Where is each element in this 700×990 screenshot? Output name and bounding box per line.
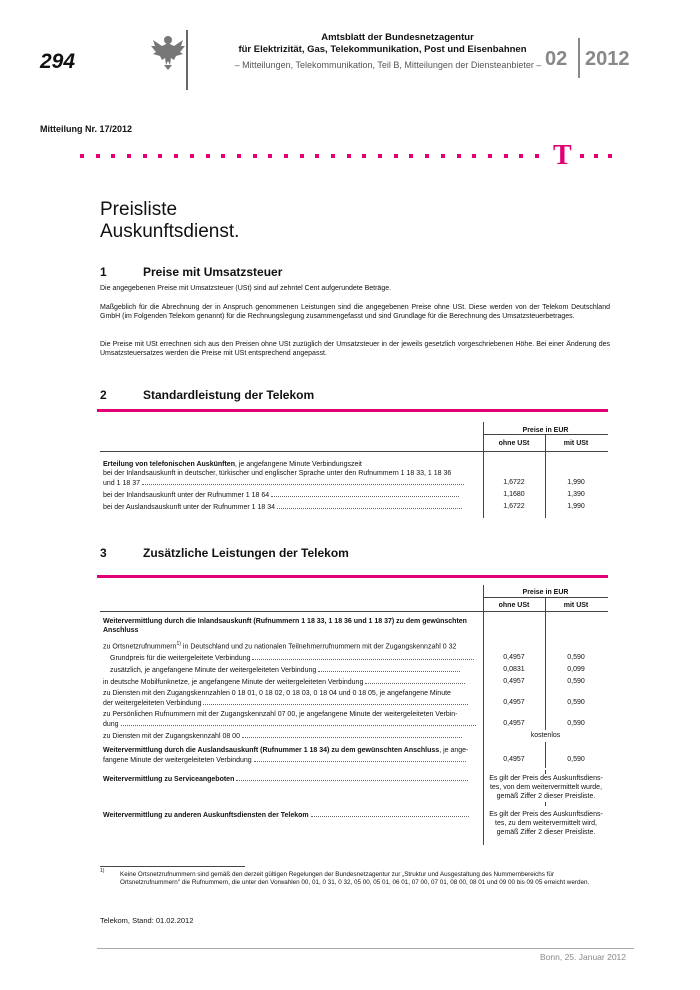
footer-rule xyxy=(97,948,634,949)
footnote-rule xyxy=(100,866,245,867)
journal-title: Amtsblatt der Bundesnetzagentur xyxy=(321,32,474,43)
issue-year: 2012 xyxy=(585,48,630,70)
header-divider xyxy=(186,30,188,90)
section-rule xyxy=(97,409,608,412)
price-gross: 1,390 xyxy=(567,491,585,498)
section-number: 2 xyxy=(100,388,107,402)
row-label: Weitervermittlung zu Serviceangeboten xyxy=(103,774,468,784)
price-gross: 0,590 xyxy=(567,678,585,685)
row-label: Weitervermittlung zu anderen Auskunftsdiensten der Telekom xyxy=(103,810,469,820)
row-label: Weitervermittlung durch die Auslandsauskunft (Rufnummer 1 18 34) zu dem gewünschten Anschluss, je ange- xyxy=(103,747,469,754)
col-header-net: ohne USt xyxy=(498,602,530,609)
row-label: zu Diensten mit den Zugangskennzahlen 0 18 01, 0 18 02, 0 18 03, 0 18 04 und 0 18 05, je angefangene Minute xyxy=(103,690,451,697)
price-net: 0,4957 xyxy=(503,678,525,685)
price-gross: 1,990 xyxy=(567,503,585,510)
issue-divider xyxy=(578,38,580,78)
price-net: 0,0831 xyxy=(503,666,525,673)
row-label: bei der Auslandsauskunft unter der Rufnummer 1 18 34 xyxy=(103,502,462,512)
paragraph: Die angegebenen Preise mit Umsatzsteuer (USt) sind auf zehntel Cent aufgerundete Beträge. xyxy=(100,285,392,292)
title-line2: Auskunftsdienst. xyxy=(100,221,240,242)
row-label: zu Persönlichen Rufnummern mit der Zugangskennzahl 07 00, je angefangene Minute der weitergeleiteten Verbin- xyxy=(103,711,458,718)
row-label: bei der Inlandsauskunft in deutscher, türkischer und englischer Sprache unter den Rufnummern 1 18 33, 1 18 36 xyxy=(103,470,452,477)
col-header-gross: mit USt xyxy=(563,440,589,447)
table-heading: Erteilung von telefonischen Auskünften, je angefangene Minute Verbindungszeit xyxy=(103,461,362,468)
price-gross: 0,099 xyxy=(567,666,585,673)
price-free: kostenlos xyxy=(530,732,561,739)
row-label: zu Ortsnetzrufnummern$^{1)}$ in Deutschland und zu nationalen Teilnehmerrufnummern mit der Zugangskennzahl 0 32 xyxy=(103,641,457,651)
row-label: der weitergeleiteten Verbindung xyxy=(103,698,468,708)
row-label: und 1 18 37 xyxy=(103,478,464,488)
footnote-mark: 1) xyxy=(100,868,105,874)
price-net: 1,6722 xyxy=(503,503,525,510)
row-label: fangene Minute der weitergeleiteten Verbindung xyxy=(103,755,466,765)
federal-eagle-icon xyxy=(150,32,186,72)
price-note: Es gilt der Preis des Auskunftsdiens- tes, von dem weitervermittelt wurde, gemäß Ziffer 2 dieser Preisliste. xyxy=(489,775,603,800)
price-gross: 0,590 xyxy=(567,654,585,661)
section-number: 3 xyxy=(100,546,107,560)
section-rule xyxy=(97,575,608,578)
price-note: Es gilt der Preis des Auskunftsdiens- tes, zu dem weitervermittelt wird, gemäß Ziffer 2 dieser Preisliste. xyxy=(489,811,603,836)
row-label: dung xyxy=(103,719,476,729)
col-header-gross: mit USt xyxy=(563,602,589,609)
price-net: 0,4957 xyxy=(503,720,525,727)
paragraph: Maßgeblich für die Abrechnung der in Anspruch genommenen Leistungen sind die angegebenen Preise ohne USt. Diese werden von der Telekom Deutschland GmbH (im Folgenden Telekom genannt) für die Rechnungslegung zusammengefasst und sind Grundlage für die Berechnung des Umsatzsteuerbetrages. xyxy=(100,304,610,320)
telekom-logo: T xyxy=(553,140,572,171)
price-net: 1,1680 xyxy=(503,491,525,498)
row-label: bei der Inlandsauskunft unter der Rufnummer 1 18 64 xyxy=(103,490,459,500)
document-status: Telekom, Stand: 01.02.2012 xyxy=(100,916,194,925)
price-net: 0,4957 xyxy=(503,756,525,763)
price-net: 0,4957 xyxy=(503,654,525,661)
paragraph: Die Preise mit USt errechnen sich aus den Preisen ohne USt zuzüglich der Umsatzsteuer in der jeweils gesetzlich vorgeschriebenen Höhe. Bei einer Änderung des Umsatzsteuersatzes werden die Preise mit USt entsprechend angepasst. xyxy=(100,341,610,357)
page-number: 294 xyxy=(40,50,76,73)
price-net: 1,6722 xyxy=(503,479,525,486)
price-group-header: Preise in EUR xyxy=(522,427,569,434)
section-title: Preise mit Umsatzsteuer xyxy=(143,265,283,279)
section-title: Zusätzliche Leistungen der Telekom xyxy=(143,546,349,560)
title-line1: Preisliste xyxy=(100,199,178,220)
footer-date: Bonn, 25. Januar 2012 xyxy=(540,952,627,962)
col-header-net: ohne USt xyxy=(498,440,530,447)
section-title: Standardleistung der Telekom xyxy=(143,388,315,402)
table-heading: Weitervermittlung durch die Inlandsauskunft (Rufnummern 1 18 33, 1 18 36 und 1 18 37) zu dem gewünschten Anschluss xyxy=(103,618,467,634)
row-label: zusätzlich, je angefangene Minute der weitergeleiteten Verbindung xyxy=(110,665,460,675)
issue-number: 02 xyxy=(545,48,568,70)
row-label: Grundpreis für die weitergeleitete Verbindung xyxy=(110,653,474,663)
mitteilung-number: Mitteilung Nr. 17/2012 xyxy=(40,124,133,134)
row-label: zu Diensten mit der Zugangskennzahl 08 00 xyxy=(103,731,462,741)
brand-dot-row xyxy=(80,154,539,158)
price-gross: 0,590 xyxy=(567,720,585,727)
price-gross: 0,590 xyxy=(567,756,585,763)
footnote-text: Keine Ortsnetzrufnummern sind gemäß den derzeit gültigen Regelungen der Bundesnetzagentur zur „Struktur und Ausgestaltung des Nummernbereichs für Ortsnetzrufnummern" die Rufnummern, die unter den Vorwahlen 00, 01, 0 31, 0 32, 05 00, 05 01, 06 01, 07 00, 07 01, 08 00, 08 01 und 09 00 bis 09 05 erreicht werden. xyxy=(120,871,590,886)
journal-subtitle: – Mitteilungen, Telekommunikation, Teil B, Mitteilungen der Diensteanbieter – xyxy=(234,60,542,70)
price-gross: 1,990 xyxy=(567,479,585,486)
brand-dot-row-right xyxy=(580,154,612,158)
document-title xyxy=(100,199,239,243)
price-gross: 0,590 xyxy=(567,699,585,706)
price-group-header: Preise in EUR xyxy=(522,589,569,596)
section-number: 1 xyxy=(100,265,107,279)
journal-title-line2: für Elektrizität, Gas, Telekommunikation, Post und Eisenbahnen xyxy=(238,44,527,55)
price-net: 0,4957 xyxy=(503,699,525,706)
row-label: in deutsche Mobilfunknetze, je angefangene Minute der weitergeleiteten Verbindung xyxy=(103,677,465,687)
